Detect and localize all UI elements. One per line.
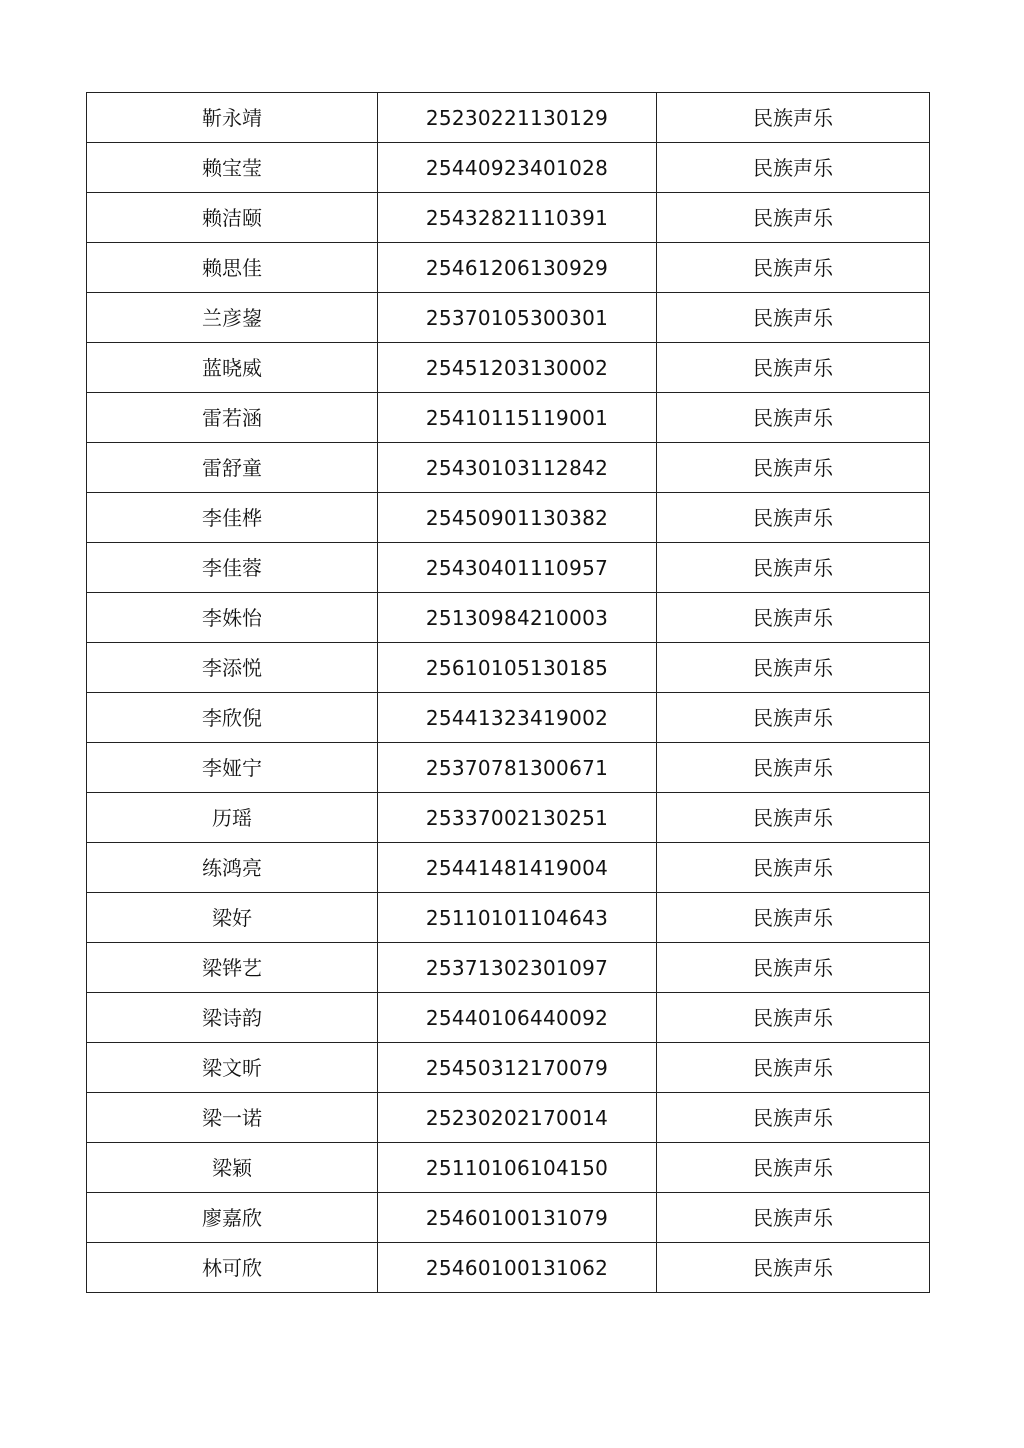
table-row — [87, 1193, 930, 1243]
candidate-name-cell: 兰彦鋆 — [87, 293, 378, 343]
candidate-name-cell: 李姝怡 — [87, 593, 378, 643]
candidate-name-cell: 李添悦 — [87, 643, 378, 693]
table-row — [87, 443, 930, 493]
candidate-id-cell: 25441323419002 — [378, 693, 657, 743]
candidate-major-cell: 民族声乐 — [657, 343, 930, 393]
candidate-name-cell: 历瑶 — [87, 793, 378, 843]
candidate-id-cell: 25370781300671 — [378, 743, 657, 793]
candidate-major-cell: 民族声乐 — [657, 393, 930, 443]
candidate-name-cell: 林可欣 — [87, 1243, 378, 1293]
candidate-id-cell: 25430401110957 — [378, 543, 657, 593]
table-row — [87, 793, 930, 843]
candidate-major-cell: 民族声乐 — [657, 193, 930, 243]
candidate-id-cell: 25230202170014 — [378, 1093, 657, 1143]
candidate-name-cell: 李佳桦 — [87, 493, 378, 543]
table-row — [87, 293, 930, 343]
candidate-id-cell: 25450901130382 — [378, 493, 657, 543]
candidate-id-cell: 25337002130251 — [378, 793, 657, 843]
candidate-name-cell: 蓝晓威 — [87, 343, 378, 393]
candidate-major-cell: 民族声乐 — [657, 1243, 930, 1293]
candidate-major-cell: 民族声乐 — [657, 543, 930, 593]
candidate-id-cell: 25370105300301 — [378, 293, 657, 343]
candidate-id-cell: 25460100131079 — [378, 1193, 657, 1243]
candidate-major-cell: 民族声乐 — [657, 443, 930, 493]
candidate-name-cell: 赖洁颐 — [87, 193, 378, 243]
table-row — [87, 93, 930, 143]
candidate-major-cell: 民族声乐 — [657, 593, 930, 643]
candidate-name-cell: 廖嘉欣 — [87, 1193, 378, 1243]
table-row — [87, 193, 930, 243]
table-row — [87, 1243, 930, 1293]
table-row — [87, 543, 930, 593]
candidate-name-cell: 雷若涵 — [87, 393, 378, 443]
candidate-major-cell: 民族声乐 — [657, 243, 930, 293]
candidate-major-cell: 民族声乐 — [657, 643, 930, 693]
candidate-name-cell: 练鸿亮 — [87, 843, 378, 893]
table-row — [87, 493, 930, 543]
candidate-major-cell: 民族声乐 — [657, 993, 930, 1043]
candidate-id-cell: 25440106440092 — [378, 993, 657, 1043]
table-row — [87, 243, 930, 293]
candidate-major-cell: 民族声乐 — [657, 743, 930, 793]
candidate-table — [86, 92, 930, 1293]
table-row — [87, 893, 930, 943]
candidate-major-cell: 民族声乐 — [657, 143, 930, 193]
table-row — [87, 393, 930, 443]
table-row — [87, 943, 930, 993]
candidate-table-body — [87, 93, 930, 1293]
candidate-id-cell: 25110101104643 — [378, 893, 657, 943]
table-row — [87, 743, 930, 793]
candidate-name-cell: 李娅宁 — [87, 743, 378, 793]
candidate-name-cell: 雷舒童 — [87, 443, 378, 493]
table-row — [87, 1143, 930, 1193]
candidate-id-cell: 25451203130002 — [378, 343, 657, 393]
candidate-id-cell: 25450312170079 — [378, 1043, 657, 1093]
table-row — [87, 593, 930, 643]
table-row — [87, 693, 930, 743]
candidate-id-cell: 25110106104150 — [378, 1143, 657, 1193]
table-row — [87, 1043, 930, 1093]
candidate-id-cell: 25230221130129 — [378, 93, 657, 143]
candidate-id-cell: 25461206130929 — [378, 243, 657, 293]
candidate-name-cell: 赖宝莹 — [87, 143, 378, 193]
candidate-id-cell: 25460100131062 — [378, 1243, 657, 1293]
candidate-id-cell: 25410115119001 — [378, 393, 657, 443]
candidate-id-cell: 25430103112842 — [378, 443, 657, 493]
candidate-major-cell: 民族声乐 — [657, 1193, 930, 1243]
candidate-name-cell: 梁铧艺 — [87, 943, 378, 993]
candidate-name-cell: 梁好 — [87, 893, 378, 943]
table-row — [87, 343, 930, 393]
candidate-id-cell: 25440923401028 — [378, 143, 657, 193]
candidate-id-cell: 25432821110391 — [378, 193, 657, 243]
candidate-major-cell: 民族声乐 — [657, 1043, 930, 1093]
candidate-major-cell: 民族声乐 — [657, 493, 930, 543]
candidate-id-cell: 25441481419004 — [378, 843, 657, 893]
candidate-name-cell: 梁文昕 — [87, 1043, 378, 1093]
candidate-name-cell: 梁一诺 — [87, 1093, 378, 1143]
table-row — [87, 643, 930, 693]
candidate-name-cell: 赖思佳 — [87, 243, 378, 293]
candidate-name-cell: 梁颖 — [87, 1143, 378, 1193]
candidate-major-cell: 民族声乐 — [657, 93, 930, 143]
candidate-id-cell: 25610105130185 — [378, 643, 657, 693]
candidate-name-cell: 梁诗韵 — [87, 993, 378, 1043]
candidate-id-cell: 25130984210003 — [378, 593, 657, 643]
candidate-major-cell: 民族声乐 — [657, 293, 930, 343]
candidate-major-cell: 民族声乐 — [657, 1143, 930, 1193]
candidate-major-cell: 民族声乐 — [657, 693, 930, 743]
candidate-major-cell: 民族声乐 — [657, 1093, 930, 1143]
candidate-major-cell: 民族声乐 — [657, 843, 930, 893]
table-row — [87, 1093, 930, 1143]
candidate-id-cell: 25371302301097 — [378, 943, 657, 993]
table-row — [87, 843, 930, 893]
table-row — [87, 993, 930, 1043]
candidate-name-cell: 李佳蓉 — [87, 543, 378, 593]
candidate-major-cell: 民族声乐 — [657, 793, 930, 843]
candidate-major-cell: 民族声乐 — [657, 893, 930, 943]
candidate-major-cell: 民族声乐 — [657, 943, 930, 993]
candidate-name-cell: 李欣倪 — [87, 693, 378, 743]
candidate-name-cell: 靳永靖 — [87, 93, 378, 143]
table-row — [87, 143, 930, 193]
